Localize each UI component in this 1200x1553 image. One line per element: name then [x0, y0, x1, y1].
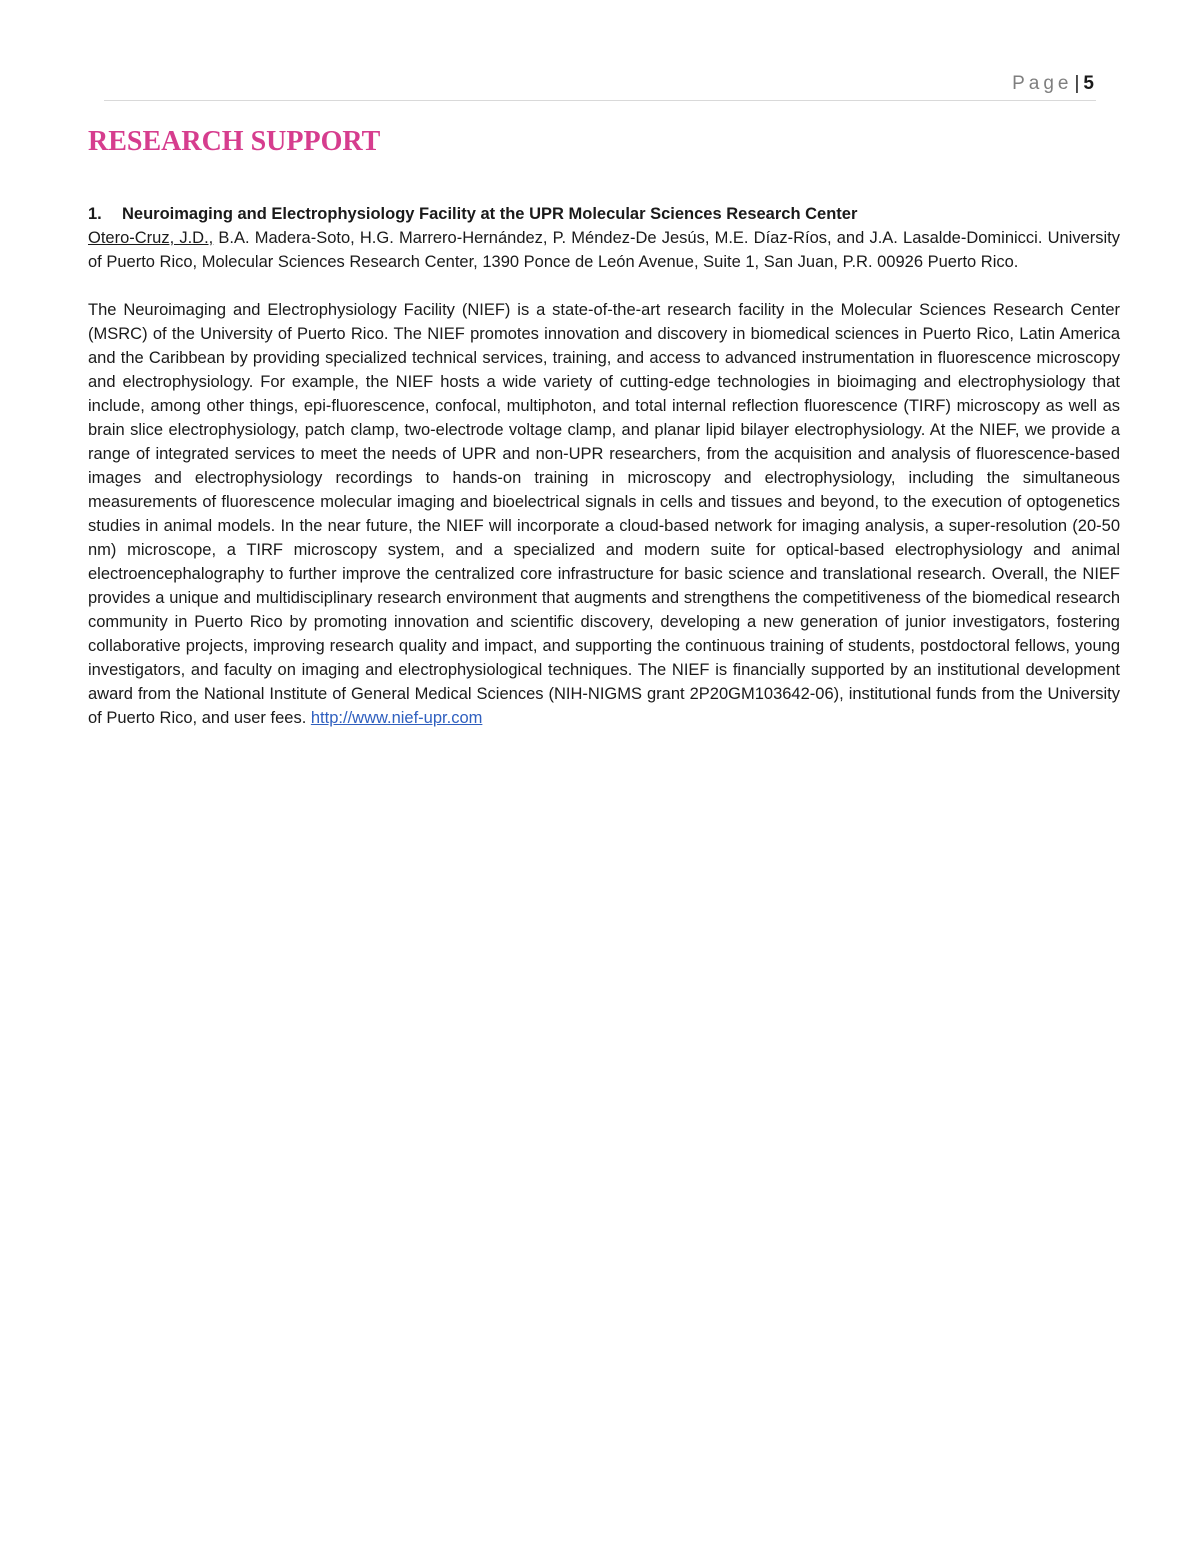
- abstract-number: 1.: [88, 205, 102, 223]
- abstract-title: [88, 202, 1120, 226]
- abstract-entry: [88, 202, 1120, 730]
- co-authors-affiliation: B.A. Madera-Soto, H.G. Marrero-Hernández, P. Méndez-De Jesús, M.E. Díaz-Ríos, and J.A. Lasalde-Dominicci. University of Puerto Rico, Molecular Sciences Research Center, 1390 Ponce de León Avenue, Suite 1, San Juan, P.R. 00926 Puerto Rico.: [88, 229, 1120, 271]
- page-separator: |: [1074, 73, 1080, 94]
- abstract-body: [88, 298, 1120, 730]
- author-list: [88, 226, 1120, 274]
- page-number-label: [1012, 72, 1094, 96]
- page-word: Page: [1012, 73, 1073, 94]
- facility-website-link[interactable]: http://www.nief-upr.com: [310, 709, 483, 727]
- page-header: [104, 72, 1096, 101]
- abstract-body-text: The Neuroimaging and Electrophysiology Facility (NIEF) is a state-of-the-art research facility in the Molecular Sciences Research Center (MSRC) of the University of Puerto Rico. The NIEF promotes innovation and discovery in biomedical sciences in Puerto Rico, Latin America and the Caribbean by providing specialized technical services, training, and access to advanced instrumentation in fluorescence microscopy and electrophysiology. For example, the NIEF hosts a wide variety of cutting-edge technologies in bioimaging and electrophysiology that include, among other things, epi-fluorescence, confocal, multiphoton, and total internal reflection fluorescence (TIRF) microscopy as well as brain slice electrophysiology, patch clamp, two-electrode voltage clamp, and planar lipid bilayer electrophysiology. At the NIEF, we provide a range of integrated services to meet the needs of UPR and non-UPR researchers, from the acquisition and analysis of fluorescence-based images and electrophysiology recordings to hands-on training in microscopy and electrophysiology, including the simultaneous measurements of fluorescence molecular imaging and bioelectrical signals in cells and tissues and beyond, to the execution of optogenetics studies in animal models. In the near future, the NIEF will incorporate a cloud-based network for imaging analysis, a super-resolution (20-50 nm) microscope, a TIRF microscopy system, and a specialized and modern suite for optical-based electrophysiology and animal electroencephalography to further improve the centralized core infrastructure for basic science and translational research. Overall, the NIEF provides a unique and multidisciplinary research environment that augments and strengthens the competitiveness of the biomedical research community in Puerto Rico by promoting innovation and scientific discovery, developing a new generation of junior investigators, fostering collaborative projects, improving research quality and impact, and supporting the continuous training of students, postdoctoral fellows, young investigators, and faculty on imaging and electrophysiological techniques. The NIEF is financially supported by an institutional development award from the National Institute of General Medical Sciences (NIH-NIGMS grant 2P20GM103642-06), institutional funds from the University of Puerto Rico, and user fees.: [88, 301, 1120, 727]
- lead-author: Otero-Cruz, J.D.,: [88, 229, 214, 247]
- section-title: RESEARCH SUPPORT: [88, 126, 381, 157]
- document-content: [88, 122, 1120, 730]
- abstract-title-text: Neuroimaging and Electrophysiology Facility at the UPR Molecular Sciences Research Center: [122, 205, 858, 223]
- page-number: 5: [1083, 73, 1094, 94]
